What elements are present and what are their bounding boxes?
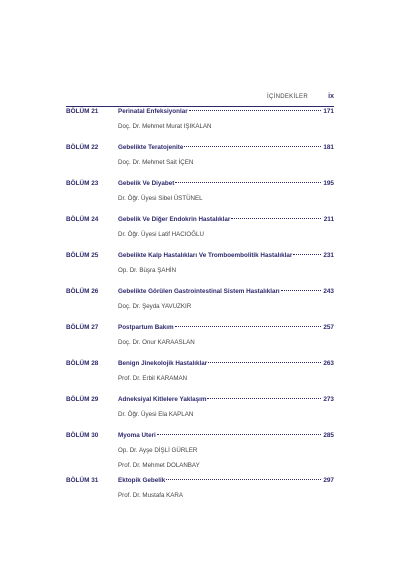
chapter-author: Doç. Dr. Şeyda YAVUZKIR bbox=[118, 303, 192, 310]
dot-leader bbox=[293, 254, 321, 255]
chapter-number: BÖLÜM 29 bbox=[66, 396, 99, 403]
dot-leader bbox=[157, 434, 321, 435]
chapter-author: Dr. Öğr. Üyesi Ela KAPLAN bbox=[118, 411, 194, 418]
chapter-title: Perinatal Enfeksiyonlar bbox=[118, 108, 188, 115]
dot-leader bbox=[208, 362, 321, 363]
chapter-page-number: 257 bbox=[323, 324, 334, 331]
chapter-number: BÖLÜM 26 bbox=[66, 288, 99, 295]
chapter-number: BÖLÜM 28 bbox=[66, 360, 99, 367]
chapter-page-number: 195 bbox=[323, 180, 334, 187]
chapter-title: Gebelikte Kalp Hastalıkları Ve Tromboembolitik Hastalıklar bbox=[118, 252, 293, 259]
chapter-author: Dr. Öğr. Üyesi Latif HACIOĞLU bbox=[118, 231, 204, 238]
chapter-title-line bbox=[118, 477, 322, 486]
chapter-author: Op. Dr. Ayşe DİŞLİ GÜRLER bbox=[118, 447, 198, 454]
chapter-title-line bbox=[118, 144, 322, 153]
chapter-title: Ektopik Gebelik bbox=[118, 477, 166, 484]
chapter-page-number: 243 bbox=[323, 288, 334, 295]
chapter-number: BÖLÜM 21 bbox=[66, 108, 99, 115]
chapter-author: Prof. Dr. Mustafa KARA bbox=[118, 492, 183, 499]
chapter-title-line bbox=[118, 108, 322, 117]
chapter-number: BÖLÜM 23 bbox=[66, 180, 99, 187]
chapter-number: BÖLÜM 24 bbox=[66, 216, 99, 223]
chapter-title: Adneksiyal Kitlelere Yaklaşım bbox=[118, 396, 207, 403]
chapter-page-number: 211 bbox=[323, 216, 334, 223]
chapter-number: BÖLÜM 31 bbox=[66, 477, 99, 484]
chapter-title-line bbox=[118, 180, 322, 189]
chapter-author: Prof. Dr. Erbil KARAMAN bbox=[118, 375, 188, 382]
chapter-title-line bbox=[118, 396, 322, 405]
chapter-page-number: 181 bbox=[323, 144, 334, 151]
chapter-number: BÖLÜM 25 bbox=[66, 252, 99, 259]
dot-leader bbox=[231, 218, 321, 219]
chapter-title: Gebelikte Görülen Gastrointestinal Sistem Hastalıkları bbox=[118, 288, 280, 295]
chapter-title-line bbox=[118, 360, 322, 369]
chapter-author: Dr. Öğr. Üyesi Sibel ÜSTÜNEL bbox=[118, 195, 203, 202]
dot-leader bbox=[207, 398, 321, 399]
chapter-title: Postpartum Bakım bbox=[118, 324, 174, 331]
chapter-author: Doç. Dr. Mehmet Murat IŞIKALAN bbox=[118, 123, 212, 130]
chapter-author: Prof. Dr. Mehmet DOLANBAY bbox=[118, 462, 200, 469]
header-title: İÇİNDEKİLER bbox=[267, 94, 308, 100]
chapter-title: Myoma Uteri bbox=[118, 432, 156, 439]
chapter-author: Op. Dr. Büşra ŞAHİN bbox=[118, 267, 177, 274]
page-header bbox=[66, 94, 334, 107]
chapter-page-number: 273 bbox=[323, 396, 334, 403]
dot-leader bbox=[184, 146, 321, 147]
dot-leader bbox=[175, 182, 321, 183]
chapter-number: BÖLÜM 30 bbox=[66, 432, 99, 439]
chapter-number: BÖLÜM 22 bbox=[66, 144, 99, 151]
chapter-number: BÖLÜM 27 bbox=[66, 324, 99, 331]
dot-leader bbox=[189, 110, 321, 111]
chapter-title-line bbox=[118, 216, 322, 225]
chapter-title-line bbox=[118, 252, 322, 261]
chapter-page-number: 297 bbox=[323, 477, 334, 484]
chapter-title-line bbox=[118, 324, 322, 333]
chapter-author: Doç. Dr. Mehmet Sait İÇEN bbox=[118, 159, 194, 166]
header-page-number: ix bbox=[328, 93, 334, 100]
chapter-title: Gebelikte Teratojenite bbox=[118, 144, 184, 151]
dot-leader bbox=[166, 479, 321, 480]
chapter-page-number: 231 bbox=[323, 252, 334, 259]
chapter-title-line bbox=[118, 288, 322, 297]
chapter-title: Gebelik Ve Diğer Endokrin Hastalıklar bbox=[118, 216, 231, 223]
chapter-title: Gebelik Ve Diyabet bbox=[118, 180, 175, 187]
chapter-page-number: 171 bbox=[323, 108, 334, 115]
chapter-page-number: 263 bbox=[323, 360, 334, 367]
chapter-author: Doç. Dr. Onur KARAASLAN bbox=[118, 339, 195, 346]
dot-leader bbox=[175, 326, 321, 327]
dot-leader bbox=[281, 290, 321, 291]
chapter-page-number: 285 bbox=[323, 432, 334, 439]
chapter-title-line bbox=[118, 432, 322, 441]
chapter-title: Benign Jinekolojik Hastalıklar bbox=[118, 360, 208, 367]
